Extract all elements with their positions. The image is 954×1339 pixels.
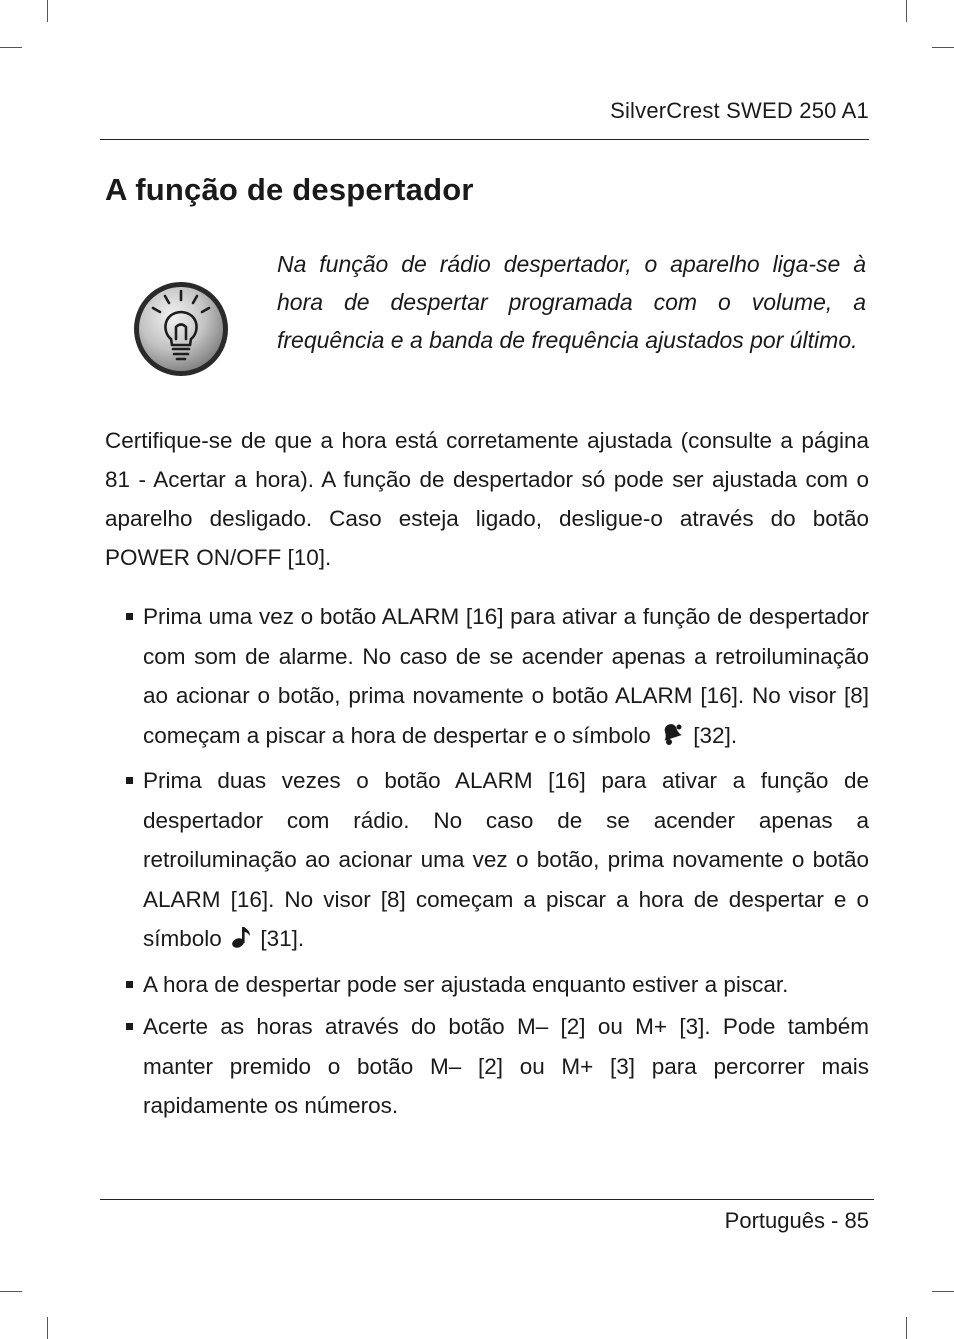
crop-mark xyxy=(932,47,954,48)
step-ref: [31]. xyxy=(260,926,305,951)
section-title: A função de despertador xyxy=(105,172,474,207)
crop-mark xyxy=(932,1291,954,1292)
music-note-icon xyxy=(230,922,252,962)
step-text: A hora de despertar pode ser ajustada enquanto estiver a piscar. xyxy=(143,971,789,997)
page-number: 85 xyxy=(844,1208,869,1233)
bell-icon xyxy=(659,719,685,759)
list-item xyxy=(122,597,869,758)
list-item xyxy=(122,1007,869,1126)
intro-paragraph: Certifique-se de que a hora está corretamente ajustada (consulte a página 81 - Acertar a hora). A função de despertador só pode ser ajustada com o aparelho desligado. Caso esteja ligado, desligue-o através do botão POWER ON/OFF [10]. xyxy=(105,428,869,570)
lightbulb-icon xyxy=(131,279,231,379)
page-header xyxy=(100,98,869,124)
page-footer xyxy=(100,1208,869,1234)
crop-mark xyxy=(47,1317,48,1339)
step-text: Prima duas vezes o botão ALARM [16] para ativar a função de despertador com rádio. No caso de se acender apenas a retroiluminação ao acionar uma vez o botão, prima novamente o botão ALARM [16]. No visor [8] começam a piscar a hora de despertar e o símbolo xyxy=(143,768,869,951)
step-text: Acerte as horas através do botão M– [2] ou M+ [3]. Pode também manter premido o botão M– [2] ou M+ [3] para percorrer mais rapidamente os números. xyxy=(143,1014,869,1118)
crop-mark xyxy=(0,1291,22,1292)
header-rule xyxy=(100,139,869,140)
footer-language: Português - xyxy=(724,1208,839,1233)
list-item xyxy=(122,761,869,962)
instruction-list xyxy=(122,597,869,1129)
crop-mark xyxy=(906,0,907,22)
step-text: Prima uma vez o botão ALARM [16] para ativar a função de despertador com som de alarme. No caso de se acender apenas a retroiluminação ao acionar o botão, prima novamente o botão ALARM [16]. No visor [8] começam a piscar a hora de despertar e o símbolo xyxy=(143,604,869,748)
list-item xyxy=(122,965,869,1005)
product-name: SilverCrest SWED 250 A1 xyxy=(610,98,869,123)
step-ref: [32]. xyxy=(693,722,738,748)
footer-rule xyxy=(100,1199,874,1200)
crop-mark xyxy=(0,47,22,48)
crop-mark xyxy=(906,1317,907,1339)
crop-mark xyxy=(47,0,48,22)
tip-text: Na função de rádio despertador, o aparelho liga-se à hora de despertar programada com o volume, a frequência e a banda de frequência ajustados por último. xyxy=(277,251,866,353)
